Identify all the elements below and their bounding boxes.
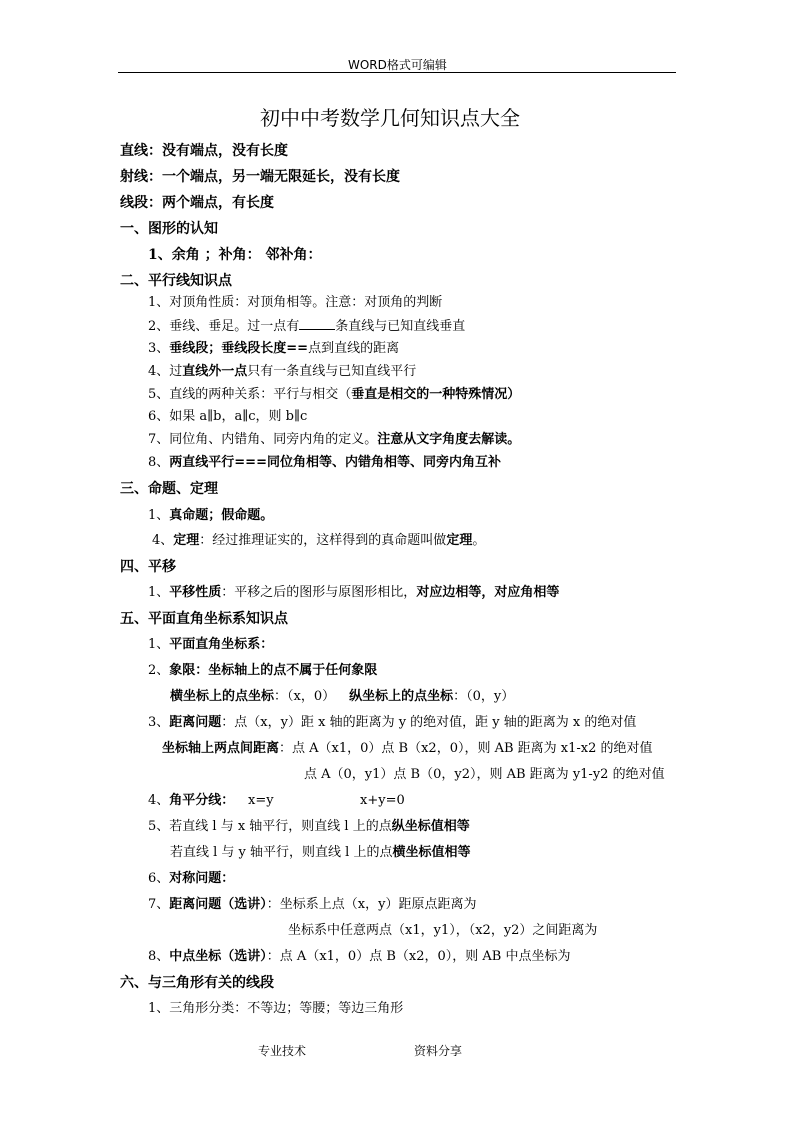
page-title: 初中中考数学几何知识点大全 xyxy=(260,106,520,130)
list-item: 4、定理：经过推理证实的，这样得到的真命题叫做定理。 xyxy=(152,533,486,548)
formula: x=y xyxy=(248,793,274,808)
def-ray: 射线：一个端点，另一端无限延长，没有长度 xyxy=(120,169,400,185)
list-item: 6、如果 a∥b，a∥c，则 b∥c xyxy=(148,409,308,424)
list-item: 4、过直线外一点只有一条直线与已知直线平行 xyxy=(148,364,417,379)
section-heading: 四、平移 xyxy=(120,559,176,575)
list-item: 坐标系中任意两点（x1，y1），（x2，y2）之间距离为 xyxy=(288,923,598,938)
section-heading: 六、与三角形有关的线段 xyxy=(120,975,274,991)
list-item: 若直线 l 与 y 轴平行，则直线 l 上的点横坐标值相等 xyxy=(170,845,471,860)
def-line: 直线：没有端点，没有长度 xyxy=(120,143,288,159)
list-item: 坐标轴上两点间距离：点 A（x1，0）点 B（x2，0），则 AB 距离为 x1-x2 的绝对值 xyxy=(162,741,653,756)
footer-left: 专业技术 xyxy=(258,1044,307,1058)
list-item: 3、垂线段；垂线段长度==点到直线的距离 xyxy=(148,341,400,356)
list-item: 2、垂线、垂足。过一点有 条直线与已知直线垂直 xyxy=(148,319,466,334)
list-item: 1、平面直角坐标系： xyxy=(148,637,274,652)
page-header: WORD格式可编辑 xyxy=(348,58,447,72)
list-item: 1、三角形分类：不等边；等腰；等边三角形 xyxy=(148,1001,404,1016)
list-item: 8、中点坐标（选讲）：点 A（x1，0）点 B（x2，0），则 AB 中点坐标为 xyxy=(148,949,571,964)
list-item: 7、距离问题（选讲）：坐标系上点（x，y）距原点距离为 xyxy=(148,897,477,912)
section-heading: 五、平面直角坐标系知识点 xyxy=(120,611,288,627)
list-item: 8、两直线平行===同位角相等、内错角相等、同旁内角互补 xyxy=(148,455,501,470)
list-item: 7、同位角、内错角、同旁内角的定义。注意从文字角度去解读。 xyxy=(148,432,521,447)
list-item: 点 A（0，y1）点 B（0，y2），则 AB 距离为 y1-y2 的绝对值 xyxy=(304,767,665,782)
list-item: 1、对顶角性质：对顶角相等。注意：对顶角的判断 xyxy=(148,295,443,310)
list-item: 6、对称问题： xyxy=(148,871,235,886)
section-heading: 一、图形的认知 xyxy=(120,221,218,237)
section-heading: 三、命题、定理 xyxy=(120,481,218,497)
footer-right: 资料分享 xyxy=(414,1044,463,1058)
section-heading: 二、平行线知识点 xyxy=(120,273,232,289)
list-item: 3、距离问题：点（x，y）距 x 轴的距离为 y 的绝对值，距 y 轴的距离为 x 的绝对值 xyxy=(148,715,637,730)
list-item: 横坐标上的点坐标：（x，0） 纵坐标上的点坐标：（0，y） xyxy=(170,689,515,704)
header-rule xyxy=(118,72,676,73)
list-item: 5、直线的两种关系：平行与相交（垂直是相交的一种特殊情况） xyxy=(148,387,521,402)
list-item: 1、平移性质：平移之后的图形与原图形相比，对应边相等，对应角相等 xyxy=(148,585,560,600)
list-item: 1、余角 ；补角： 邻补角： xyxy=(148,247,322,263)
list-item: 5、若直线 l 与 x 轴平行，则直线 l 上的点纵坐标值相等 xyxy=(148,819,470,834)
formula: x+y=0 xyxy=(360,793,405,808)
list-item: 4、角平分线： xyxy=(148,793,235,808)
list-item: 1、真命题；假命题。 xyxy=(148,508,274,523)
def-segment: 线段：两个端点，有长度 xyxy=(120,195,274,211)
list-item: 2、象限：坐标轴上的点不属于任何象限 xyxy=(148,663,378,678)
